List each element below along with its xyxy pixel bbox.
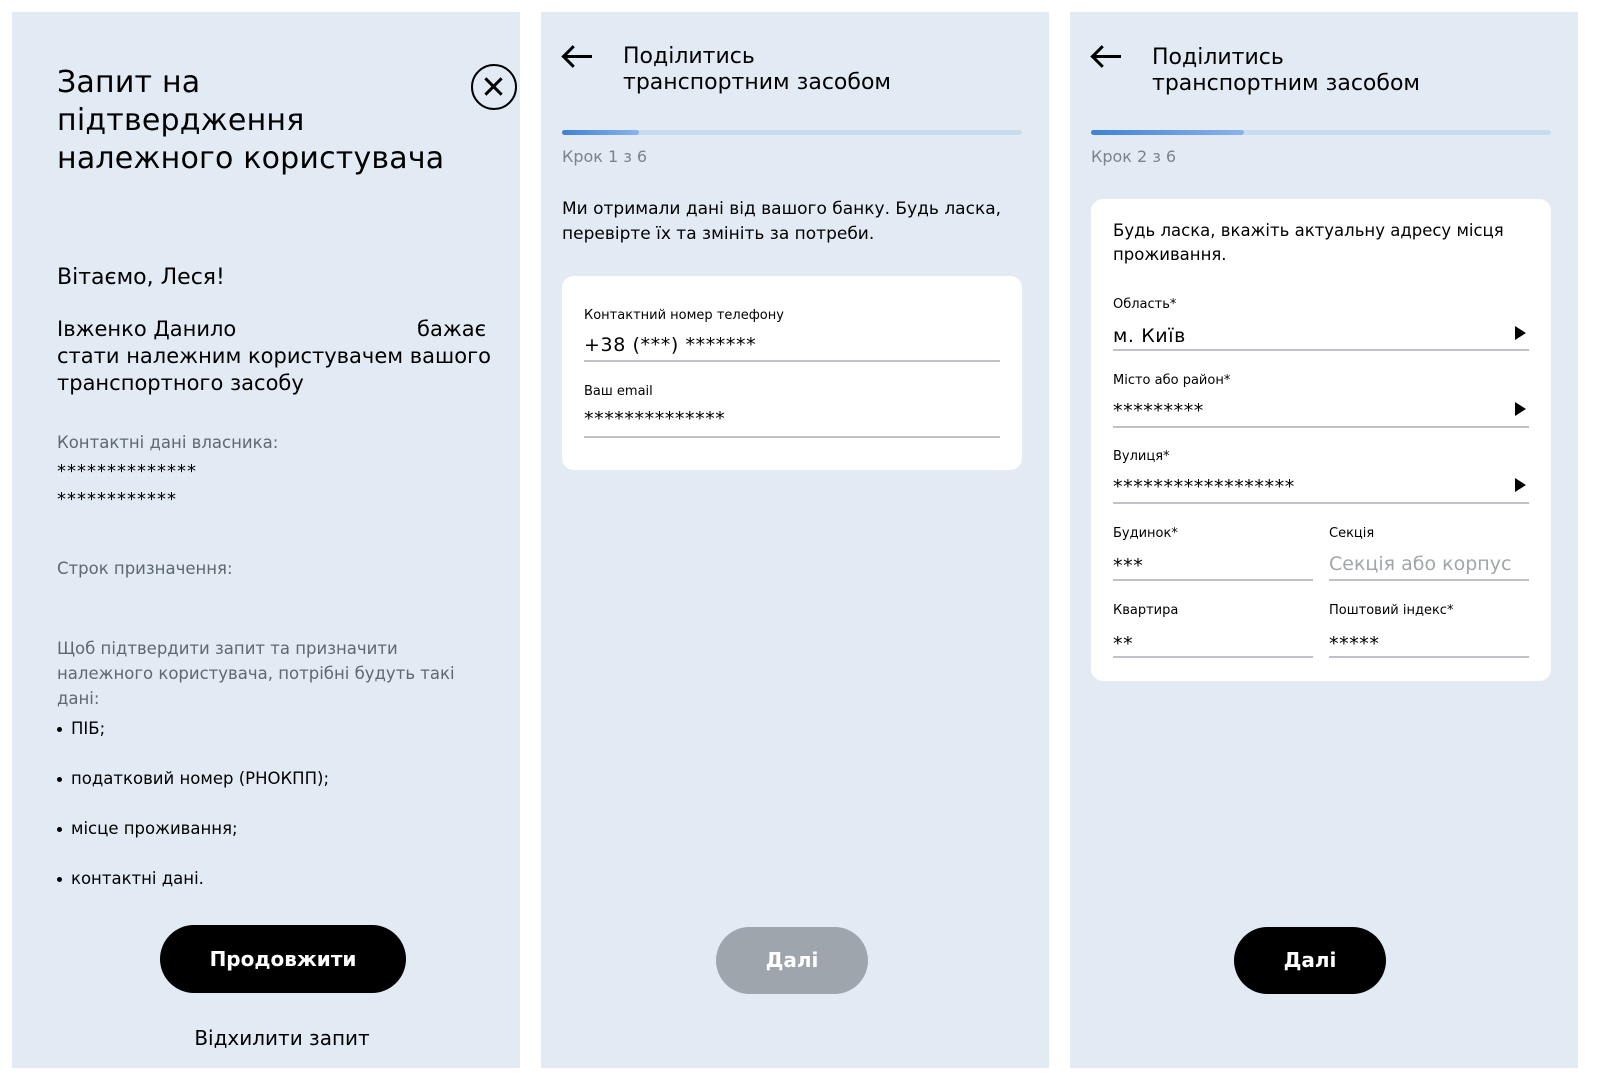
email-field[interactable]: **************: [584, 408, 726, 430]
intro-text: Ми отримали дані від вашого банку. Будь ласка, перевірте їх та змініть за потреби.: [562, 199, 1002, 244]
header-title: Поділитись транспортним засобом: [623, 44, 891, 95]
caret-right-icon[interactable]: [1515, 326, 1526, 340]
bullet-icon: [57, 877, 62, 882]
field-underline: [1113, 579, 1313, 581]
progress-fill: [562, 130, 639, 135]
header-title: Поділитись транспортним засобом: [1152, 45, 1420, 96]
field-underline: [1329, 656, 1529, 658]
apartment-label: Квартира: [1113, 603, 1179, 618]
city-select[interactable]: *********: [1113, 400, 1204, 422]
caret-right-icon[interactable]: [1515, 402, 1526, 416]
share-vehicle-step2-screen: [1070, 12, 1578, 1068]
bullet-icon: [57, 777, 62, 782]
phone-field[interactable]: +38 (***) *******: [584, 334, 757, 356]
intro-text: Будь ласка, вкажіть актуальну адресу місця проживання.: [1113, 221, 1504, 264]
greeting: Вітаємо, Леся!: [57, 265, 225, 290]
list-item: податковий номер (РНОКПП);: [57, 769, 329, 788]
field-underline: [1329, 579, 1529, 581]
reject-request-link[interactable]: Відхилити запит: [194, 1026, 370, 1050]
postal-code-label: Поштовий індекс*: [1329, 603, 1454, 618]
region-label: Область*: [1113, 297, 1177, 312]
bullet-icon: [57, 727, 62, 732]
email-label: Ваш email: [584, 384, 653, 399]
step-indicator: Крок 1 з 6: [562, 147, 648, 166]
section-label: Секція: [1329, 526, 1375, 541]
field-underline: [1113, 502, 1529, 504]
owner-contacts-label: Контактні дані власника:: [57, 433, 279, 452]
close-icon[interactable]: [471, 64, 517, 110]
confirm-user-request-screen: [12, 12, 520, 1068]
field-underline: [1113, 426, 1529, 428]
section-input[interactable]: Секція або корпус: [1329, 553, 1512, 575]
contact-card: [562, 276, 1022, 470]
next-button[interactable]: Далі: [716, 927, 868, 994]
region-select[interactable]: м. Київ: [1113, 325, 1186, 347]
field-underline: [1113, 656, 1313, 658]
progress-bar: [562, 130, 1022, 135]
owner-contact-masked: **************: [57, 461, 197, 482]
street-select[interactable]: ******************: [1113, 476, 1295, 498]
street-label: Вулиця*: [1113, 449, 1170, 464]
caret-right-icon[interactable]: [1515, 478, 1526, 492]
apartment-input[interactable]: **: [1113, 633, 1134, 655]
address-card: [1091, 199, 1551, 681]
back-arrow-icon[interactable]: [562, 42, 594, 72]
next-button[interactable]: Далі: [1234, 927, 1386, 994]
requester-verb: бажає: [417, 317, 487, 341]
field-underline: [584, 436, 1000, 438]
share-vehicle-step1-screen: [541, 12, 1049, 1068]
phone-label: Контактний номер телефону: [584, 308, 784, 323]
postal-code-input[interactable]: *****: [1329, 633, 1380, 655]
list-item: місце проживання;: [57, 819, 238, 838]
field-underline: [1113, 349, 1529, 351]
required-data-note: Щоб підтвердити запит та призначити належного користувача, потрібні будуть такі дані:: [57, 639, 455, 708]
list-item: контактні дані.: [57, 869, 204, 888]
page-title: Запит на підтвердження належного користувача: [57, 65, 445, 176]
request-text: стати належним користувачем вашого транспортного засобу: [57, 344, 491, 395]
list-item: ПІБ;: [57, 719, 105, 738]
house-label: Будинок*: [1113, 526, 1178, 541]
house-input[interactable]: ***: [1113, 555, 1144, 577]
owner-contact-masked: ************: [57, 489, 177, 510]
back-arrow-icon[interactable]: [1091, 42, 1123, 72]
progress-fill: [1091, 130, 1244, 135]
city-label: Місто або район*: [1113, 373, 1231, 388]
term-label: Строк призначення:: [57, 559, 233, 578]
step-indicator: Крок 2 з 6: [1091, 147, 1177, 166]
progress-bar: [1091, 130, 1551, 135]
field-underline: [584, 360, 1000, 362]
requester-name: Івженко Данило: [57, 317, 237, 341]
continue-button[interactable]: Продовжити: [160, 925, 406, 993]
bullet-icon: [57, 827, 62, 832]
